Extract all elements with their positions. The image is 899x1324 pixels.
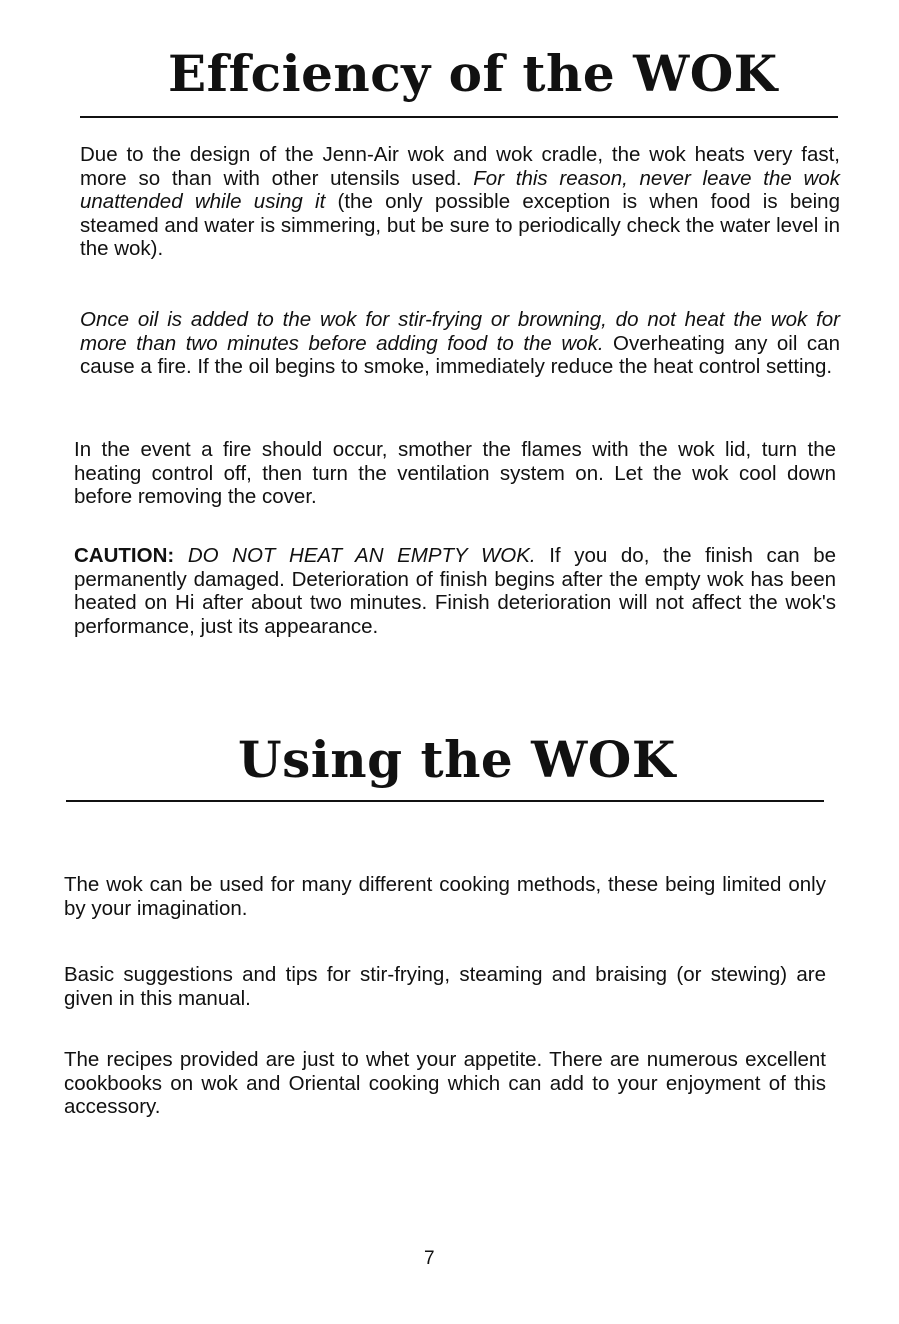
paragraph-fire-event: In the event a fire should occur, smother the flames with the wok lid, turn the heating control off, then turn the ventilation system on. Let the wok cool down before removing the cover.	[74, 438, 836, 508]
caution-label: CAUTION:	[74, 544, 175, 567]
paragraph-basic-suggestions: Basic suggestions and tips for stir-frying, steaming and braising (or stewing) are given in this manual.	[64, 963, 826, 1010]
paragraph-recipes: The recipes provided are just to whet your appetite. There are numerous excellent cookbooks on wok and Oriental cooking which can add to your enjoyment of this accessory.	[64, 1048, 826, 1118]
italic-warning-text: For this reason, never leave the wok unattended while using it	[80, 166, 840, 213]
italic-warning-text: Once oil is added to the wok for stir-frying or browning, do not heat the wok for more than two minutes before adding food to the wok.	[80, 308, 840, 355]
title-underline	[66, 800, 824, 802]
paragraph-caution	[74, 544, 836, 638]
page-number: 7	[424, 1248, 435, 1269]
paragraph-text: (the only possible exception is when food is being steamed and water is simmering, but be sure to periodically check the water level in the wok).	[80, 190, 840, 260]
title-underline	[80, 116, 838, 118]
paragraph-oil-heating	[80, 308, 840, 379]
italic-warning-text: DO NOT HEAT AN EMPTY WOK.	[174, 544, 536, 567]
section-title-using: Using the WOK	[238, 730, 676, 789]
paragraph-text: If you do, the finish can be permanently damaged. Deterioration of finish begins after the empty wok has been heated on Hi after about two minutes. Finish deterioration will not affect the wok's performance, just its appearance.	[74, 544, 836, 638]
paragraph-wok-heats-fast	[80, 143, 840, 261]
section-title-efficiency: Effciency of the WOK	[168, 44, 778, 103]
paragraph-text: Due to the design of the Jenn-Air wok and wok cradle, the wok heats very fast, more so than with other utensils used.	[80, 143, 840, 190]
paragraph-text: Overheating any oil can cause a fire. If the oil begins to smoke, immediately reduce the heat control setting.	[80, 331, 840, 378]
paragraph-cooking-methods: The wok can be used for many different cooking methods, these being limited only by your imagination.	[64, 873, 826, 920]
